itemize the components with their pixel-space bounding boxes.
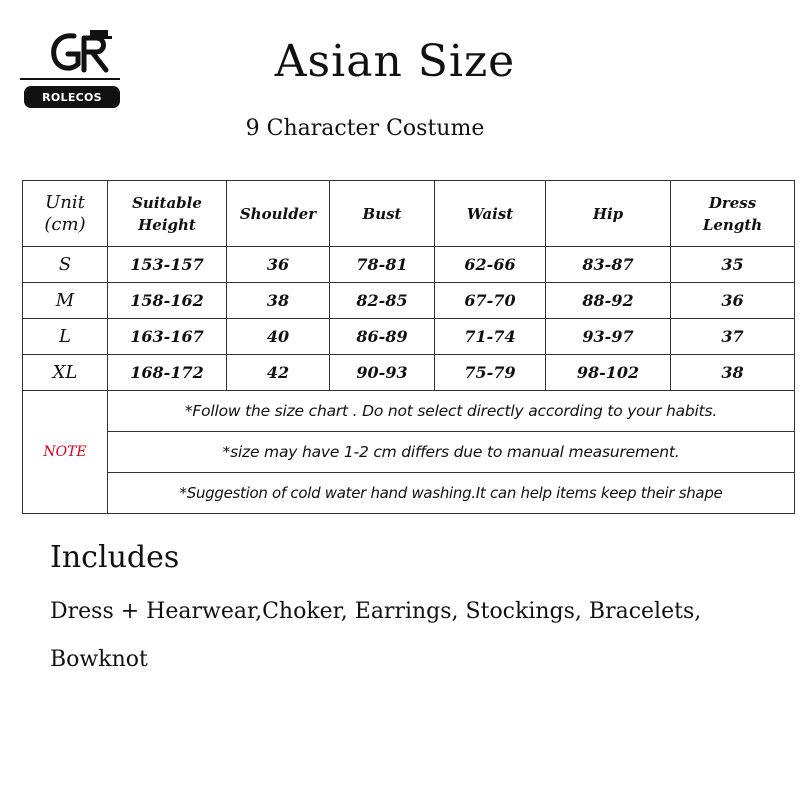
note-row: [23, 473, 795, 514]
includes-items: Dress + Hearwear,Choker, Earrings, Stockings, Bracelets, Bowknot: [50, 599, 702, 672]
header-unit: [23, 181, 108, 247]
shoulder-cell: 38: [227, 283, 330, 319]
page-title: Asian Size: [274, 36, 516, 87]
note-line-measurement: *size may have 1-2 cm differs due to manual measurement.: [108, 432, 795, 473]
bust-cell: 78-81: [330, 247, 435, 283]
bust-cell: 86-89: [330, 319, 435, 355]
header-height-line1: Suitable: [132, 193, 202, 212]
shoulder-cell: 42: [227, 355, 330, 391]
size-chart-table: [22, 180, 795, 514]
header-dress-length: [671, 181, 795, 247]
header-height-line2: Height: [138, 215, 196, 234]
note-label: NOTE: [23, 391, 108, 514]
hip-cell: 83-87: [546, 247, 671, 283]
waist-cell: 71-74: [435, 319, 546, 355]
length-cell: 38: [671, 355, 795, 391]
size-cell: XL: [23, 355, 108, 391]
height-cell: 168-172: [108, 355, 227, 391]
shoulder-cell: 36: [227, 247, 330, 283]
includes-heading: Includes: [50, 540, 180, 575]
size-cell: S: [23, 247, 108, 283]
shoulder-cell: 40: [227, 319, 330, 355]
table-row: [23, 319, 795, 355]
waist-cell: 62-66: [435, 247, 546, 283]
table-row: [23, 247, 795, 283]
header-unit-label: Unit: [45, 191, 85, 213]
height-cell: 153-157: [108, 247, 227, 283]
hip-cell: 98-102: [546, 355, 671, 391]
length-cell: 36: [671, 283, 795, 319]
header-hip: Hip: [546, 181, 671, 247]
header-bust: Bust: [330, 181, 435, 247]
note-line-size-chart: *Follow the size chart . Do not select directly according to your habits.: [108, 391, 795, 432]
logo-wordmark: ROLECOS: [24, 86, 120, 108]
note-row: [23, 391, 795, 432]
header-length-line2: Length: [702, 215, 763, 234]
logo-divider: [20, 78, 120, 80]
hip-cell: 88-92: [546, 283, 671, 319]
header-length-line1: Dress: [708, 193, 757, 212]
header-shoulder: Shoulder: [227, 181, 330, 247]
note-row: [23, 432, 795, 473]
logo-mark-icon: [46, 30, 116, 74]
bust-cell: 90-93: [330, 355, 435, 391]
hip-cell: 93-97: [546, 319, 671, 355]
table-row: [23, 283, 795, 319]
length-cell: 37: [671, 319, 795, 355]
brand-logo: [20, 30, 124, 110]
table-row: [23, 355, 795, 391]
length-cell: 35: [671, 247, 795, 283]
size-cell: L: [23, 319, 108, 355]
height-cell: 163-167: [108, 319, 227, 355]
page-subtitle: 9 Character Costume: [245, 116, 485, 141]
bust-cell: 82-85: [330, 283, 435, 319]
note-line-washing: *Suggestion of cold water hand washing.It can help items keep their shape: [108, 473, 795, 514]
size-cell: M: [23, 283, 108, 319]
waist-cell: 75-79: [435, 355, 546, 391]
header-unit-measure: (cm): [44, 213, 86, 235]
table-header-row: [23, 181, 795, 247]
header-waist: Waist: [435, 181, 546, 247]
waist-cell: 67-70: [435, 283, 546, 319]
header-suitable-height: [108, 181, 227, 247]
height-cell: 158-162: [108, 283, 227, 319]
